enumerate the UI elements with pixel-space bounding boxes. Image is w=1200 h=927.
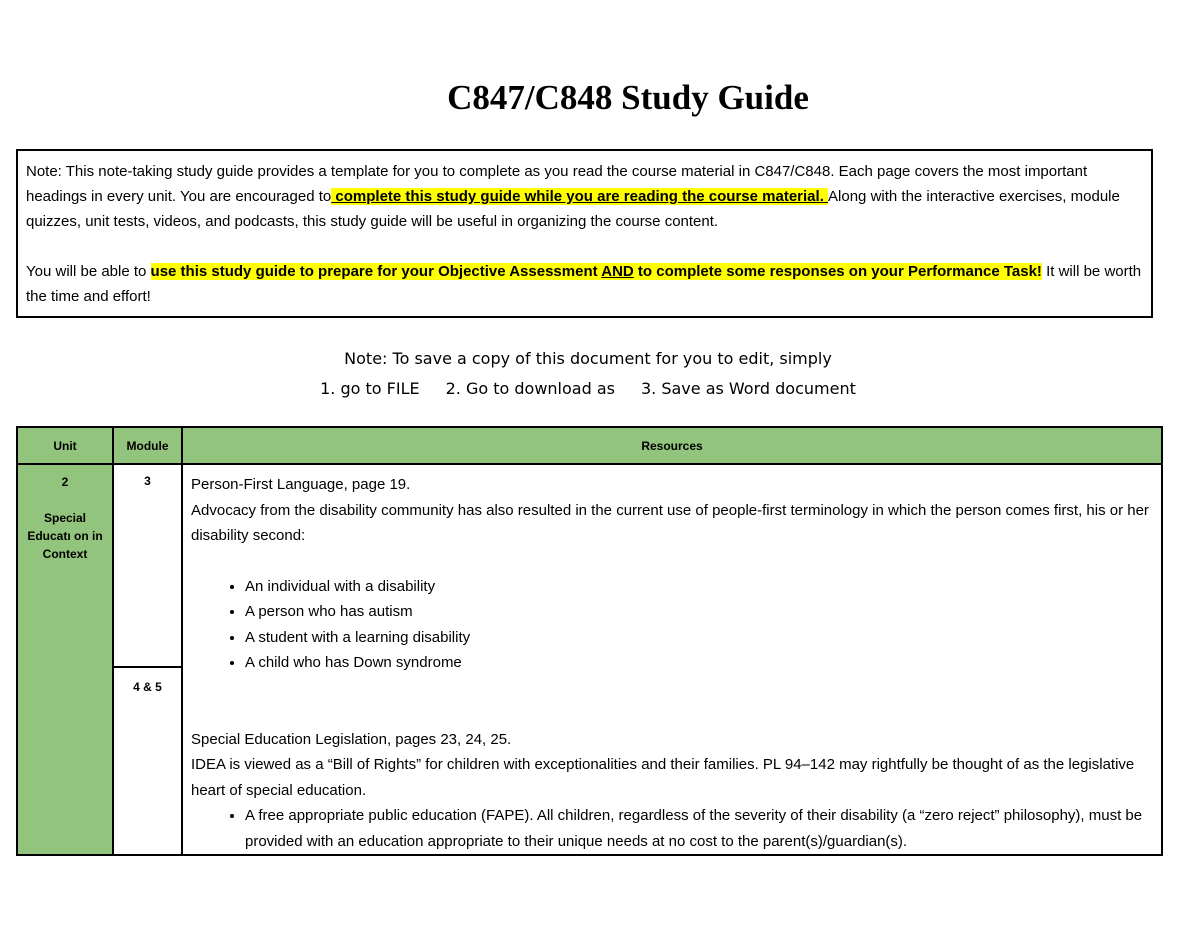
save-copy-note: Note: To save a copy of this document for you to edit, simply [344, 349, 832, 368]
section-heading: Person-First Language, page 19. [191, 476, 411, 493]
unit-header: Unit [17, 427, 113, 464]
module-cell-1: 3 [113, 464, 182, 667]
highlighted-instruction: to complete some responses on your Performance Task! [633, 263, 1042, 280]
note-text: Along with the interactive exercises, module quizzes, unit tests, videos, and podcasts, this study guide will be useful in organizing the course content. [26, 188, 1120, 230]
note-text: Note: This note-taking study guide provides a template for you to complete as you read the course material in C847/C848. Each page covers the most important headings in every unit. You are encouraged to [26, 163, 1088, 205]
unit-cell [17, 464, 113, 855]
note-text: It will be worth the time and effort! [26, 263, 1142, 305]
table-header-row [17, 427, 1162, 464]
list-item: • A child who has Down syndrome [245, 650, 1153, 676]
section-heading: Special Education Legislation, pages 23, 24, 25. [191, 730, 512, 748]
study-guide-table [16, 426, 1163, 856]
table-row [17, 464, 1162, 667]
note-text: You will be able to [26, 263, 151, 280]
list-item: • A student with a learning disability [245, 625, 1153, 651]
bullet-list [191, 574, 1153, 676]
list-item: • A free appropriate public education (FAPE). All children, regardless of the severity of their disability (a “zero reject” philosophy), must be provided with an education appropriate to their unique needs at no cost to the parent(s)/guardian(s). [245, 803, 1153, 854]
instructions-note-box [16, 149, 1153, 318]
save-step-1: 1. go to FILE [320, 379, 420, 398]
document-title: C847/C848 Study Guide [447, 78, 809, 117]
save-copy-steps [0, 379, 1176, 398]
section-body: Advocacy from the disability community has also resulted in the current use of people-first terminology in which the person comes first, his or her disability second: [191, 501, 1149, 544]
note-paragraph-1 [26, 159, 1143, 234]
unit-number: 2 [61, 475, 69, 489]
save-step-2: 2. Go to download as [445, 379, 615, 398]
bullet-list [191, 803, 1153, 854]
highlighted-instruction: use this study guide to prepare for your Objective Assessment [150, 263, 602, 280]
note-paragraph-2 [26, 259, 1143, 309]
save-step-3: 3. Save as Word document [640, 379, 856, 398]
list-item: • An individual with a disability [245, 574, 1153, 600]
highlighted-instruction: complete this study guide while you are reading the course material. [331, 188, 829, 205]
module-header: Module [113, 427, 182, 464]
resources-header: Resources [182, 427, 1162, 464]
highlighted-and: AND [601, 263, 634, 280]
list-item: • A person who has autism [245, 599, 1153, 625]
section-body: IDEA is viewed as a “Bill of Rights” for children with exceptionalities and their families. PL 94–142 may rightfully be thought of as the legislative heart of special education. [191, 756, 1135, 799]
module-cell-2: 4 & 5 [113, 667, 182, 855]
unit-name: Special Educatı on in Context [27, 511, 103, 561]
resources-cell [182, 464, 1162, 855]
